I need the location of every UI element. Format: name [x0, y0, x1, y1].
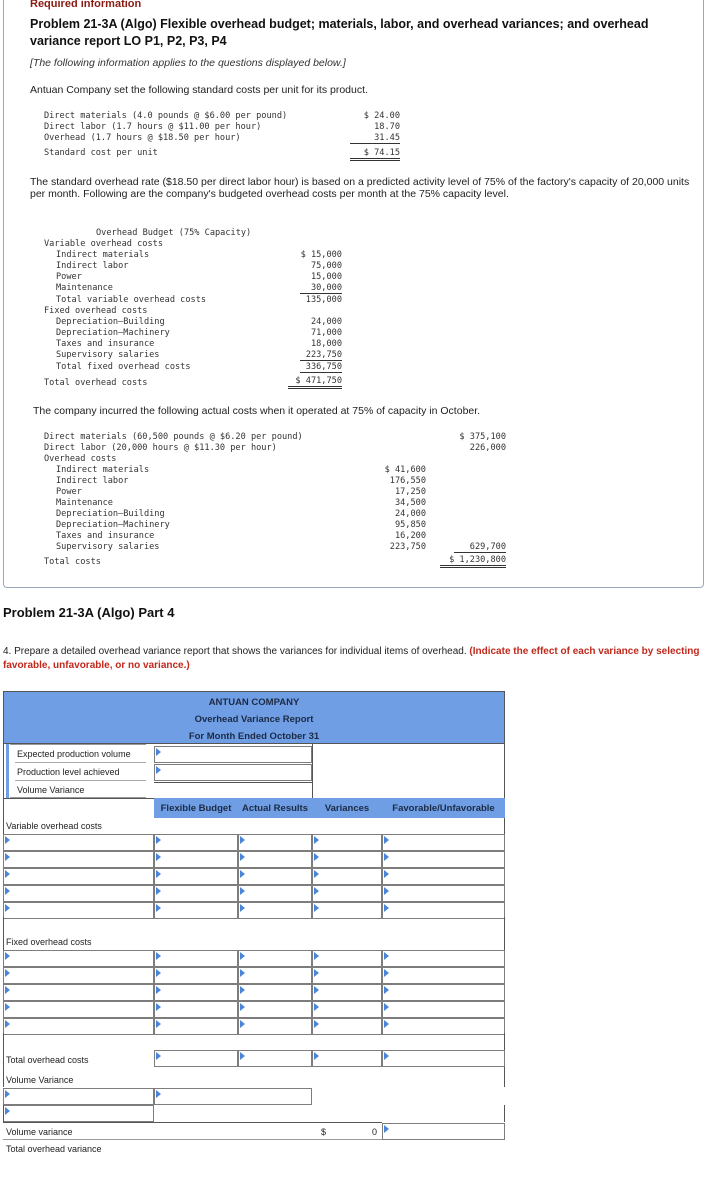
budget-total-variable-label: Total variable overhead costs: [56, 295, 207, 305]
total-overhead-col4-input[interactable]: [382, 1050, 505, 1067]
report-company: ANTUAN COMPANY: [208, 697, 300, 708]
total-overhead-col2-input[interactable]: [238, 1050, 312, 1067]
actual-depb-value: 24,000: [394, 509, 426, 519]
fixed-row-1-col4-input[interactable]: [382, 950, 505, 967]
budget-sup-value: 223,750: [300, 350, 342, 361]
fixed-row-4-col4-input[interactable]: [382, 1001, 505, 1018]
total-overhead-col3-input[interactable]: [312, 1050, 382, 1067]
fixed-row-2-col1-input[interactable]: [154, 967, 238, 984]
variable-row-3-col1-input[interactable]: [154, 868, 238, 885]
std-dm-value: $ 24.00: [363, 111, 400, 121]
actual-depb-label: Depreciation—Building: [56, 509, 165, 519]
variable-row-4-label-input[interactable]: [3, 885, 154, 902]
variable-row-1-col3-input[interactable]: [312, 834, 382, 851]
budget-taxes-value: 18,000: [310, 339, 342, 349]
variable-row-2-label-input[interactable]: [3, 851, 154, 868]
variable-row-3-col2-input[interactable]: [238, 868, 312, 885]
volume-variance-label: Volume Variance: [6, 1075, 74, 1085]
variable-row-2-col3-input[interactable]: [312, 851, 382, 868]
std-total-value: $ 74.15: [350, 148, 400, 161]
fixed-row-4-col2-input[interactable]: [238, 1001, 312, 1018]
variable-row-2-col4-input[interactable]: [382, 851, 505, 868]
actual-dm-value: $ 375,100: [459, 432, 506, 442]
fixed-row-2-col4-input[interactable]: [382, 967, 505, 984]
variable-row-3-label-input[interactable]: [3, 868, 154, 885]
std-total-label: Standard cost per unit: [44, 148, 158, 158]
variable-row-1-col2-input[interactable]: [238, 834, 312, 851]
std-dm-label: Direct materials (4.0 pounds @ $6.00 per pound): [44, 111, 288, 121]
variable-row-3-col3-input[interactable]: [312, 868, 382, 885]
volume-variance-top-cell: [154, 782, 312, 798]
actual-taxes-value: 16,200: [394, 531, 426, 541]
volume-variance-detail-1-value-input[interactable]: [154, 1088, 312, 1105]
actual-total-value: $ 1,230,800: [440, 555, 506, 568]
actual-depm-label: Depreciation—Machinery: [56, 520, 170, 530]
variable-row-2-col2-input[interactable]: [238, 851, 312, 868]
variable-row-2-col1-input[interactable]: [154, 851, 238, 868]
variable-row-1-col1-input[interactable]: [154, 834, 238, 851]
fixed-row-4-col3-input[interactable]: [312, 1001, 382, 1018]
required-information-label: Required information: [30, 0, 142, 10]
variable-row-1-label-input[interactable]: [3, 834, 154, 851]
actual-il-label: Indirect labor: [56, 476, 129, 486]
variable-row-4-col2-input[interactable]: [238, 885, 312, 902]
actual-im-label: Indirect materials: [56, 465, 150, 475]
budget-total-variable-value: 135,000: [305, 295, 342, 305]
budget-im-value: $ 15,000: [300, 250, 342, 260]
part4-title: Problem 21-3A (Algo) Part 4: [3, 605, 175, 620]
actual-sup-value: 223,750: [389, 542, 426, 552]
instruction-emphasis: (Indicate the effect of each variance by selecting favorable, unfavorable, or no variance.): [3, 646, 700, 671]
row-expected-production: Expected production volume: [17, 749, 131, 759]
volume-variance-label-2: Volume variance: [6, 1127, 73, 1137]
budget-power-label: Power: [56, 272, 82, 282]
budget-variable-header: Variable overhead costs: [44, 239, 163, 249]
budget-depb-label: Depreciation—Building: [56, 317, 165, 327]
budget-depb-value: 24,000: [310, 317, 342, 327]
fixed-row-4-label-input[interactable]: [3, 1001, 154, 1018]
std-oh-label: Overhead (1.7 hours @ $18.50 per hour): [44, 133, 241, 143]
fixed-row-3-col2-input[interactable]: [238, 984, 312, 1001]
fixed-row-2-col2-input[interactable]: [238, 967, 312, 984]
report-period: For Month Ended October 31: [188, 731, 320, 742]
budget-taxes-label: Taxes and insurance: [56, 339, 155, 349]
total-overhead-label: Total overhead costs: [6, 1055, 89, 1065]
actual-dl-value: 226,000: [469, 443, 506, 453]
info-note: [The following information applies to the questions displayed below.]: [30, 57, 346, 69]
top-divider-1: [15, 762, 146, 763]
production-achieved-input[interactable]: [154, 764, 312, 781]
fixed-row-2-col3-input[interactable]: [312, 967, 382, 984]
budget-il-value: 75,000: [310, 261, 342, 271]
top-label-accent: [6, 744, 9, 798]
rate-paragraph: The standard overhead rate ($18.50 per direct labor hour) is based on a predicted activity level of 75% of the factory's capacity of 20,000 units per month. Following are the company's budgeted overhead costs per month at the 75% capacity level.: [30, 176, 690, 200]
variable-row-1-col4-input[interactable]: [382, 834, 505, 851]
instruction-text: 4. Prepare a detailed overhead variance report that shows the variances for individual items of overhead.: [3, 646, 467, 657]
fixed-header-row: [3, 917, 505, 953]
budget-fixed-header: Fixed overhead costs: [44, 306, 148, 316]
actual-dl-label: Direct labor (20,000 hours @ $11.30 per hour): [44, 443, 277, 453]
actual-power-value: 17,250: [394, 487, 426, 497]
budget-total-overhead-value: $ 471,750: [288, 376, 342, 389]
variable-row-3-col4-input[interactable]: [382, 868, 505, 885]
fixed-row-3-col3-input[interactable]: [312, 984, 382, 1001]
zero-value: 0: [372, 1127, 378, 1137]
actual-intro: The company incurred the following actual costs when it operated at 75% of capacity in October.: [33, 405, 481, 417]
budget-depm-value: 71,000: [310, 328, 342, 338]
variable-overhead-label: Variable overhead costs: [6, 821, 102, 831]
budget-total-overhead-label: Total overhead costs: [44, 378, 148, 388]
actual-depm-value: 95,850: [394, 520, 426, 530]
intro-text: Antuan Company set the following standard costs per unit for its product.: [30, 84, 368, 96]
budget-il-label: Indirect labor: [56, 261, 129, 271]
budget-maint-value: 30,000: [300, 283, 342, 294]
fixed-row-1-label-input[interactable]: [3, 950, 154, 967]
actual-total-label: Total costs: [44, 557, 101, 567]
actual-taxes-label: Taxes and insurance: [56, 531, 155, 541]
variable-row-4-col3-input[interactable]: [312, 885, 382, 902]
variable-row-4-col1-input[interactable]: [154, 885, 238, 902]
actual-overhead-total: 629,700: [454, 542, 506, 553]
fixed-row-2-label-input[interactable]: [3, 967, 154, 984]
budget-sup-label: Supervisory salaries: [56, 350, 160, 360]
fixed-row-1-col3-input[interactable]: [312, 950, 382, 967]
std-dl-label: Direct labor (1.7 hours @ $11.00 per hour): [44, 122, 262, 132]
actual-overhead-header: Overhead costs: [44, 454, 117, 464]
fixed-row-3-col1-input[interactable]: [154, 984, 238, 1001]
bottom-summary-divider: [3, 1139, 382, 1140]
col-favorable-unfavorable: Favorable/Unfavorable: [392, 803, 495, 814]
fixed-row-1-col2-input[interactable]: [238, 950, 312, 967]
variable-row-4-col4-input[interactable]: [382, 885, 505, 902]
budget-im-label: Indirect materials: [56, 250, 150, 260]
actual-maint-label: Maintenance: [56, 498, 113, 508]
actual-dm-label: Direct materials (60,500 pounds @ $6.20 per pound): [44, 432, 303, 442]
col-variances: Variances: [324, 803, 370, 814]
std-dl-value: 18.70: [374, 122, 400, 132]
budget-title: Overhead Budget (75% Capacity): [96, 228, 252, 238]
volume-variance-detail-1-label-input[interactable]: [3, 1088, 154, 1105]
volume-variance-detail-frame: [3, 1105, 505, 1122]
budget-total-fixed-label: Total fixed overhead costs: [56, 362, 191, 372]
dollar-sign: $: [321, 1127, 327, 1137]
actual-im-value: $ 41,600: [384, 465, 426, 475]
actual-power-label: Power: [56, 487, 82, 497]
top-right-block: [312, 744, 505, 798]
actual-maint-value: 34,500: [394, 498, 426, 508]
col-flexible-budget: Flexible Budget: [160, 803, 232, 814]
fixed-row-3-label-input[interactable]: [3, 984, 154, 1001]
expected-production-input[interactable]: [154, 746, 312, 763]
part4-instruction: [3, 645, 709, 673]
budget-depm-label: Depreciation—Machinery: [56, 328, 170, 338]
col-actual-results: Actual Results: [242, 803, 308, 814]
budget-maint-label: Maintenance: [56, 283, 113, 293]
fixed-row-1-col1-input[interactable]: [154, 950, 238, 967]
total-overhead-col1-input[interactable]: [154, 1050, 238, 1067]
actual-il-value: 176,550: [389, 476, 426, 486]
total-overhead-variance-label: Total overhead variance: [6, 1144, 102, 1154]
fixed-row-4-col1-input[interactable]: [154, 1001, 238, 1018]
row-volume-variance-top: Volume Variance: [17, 785, 85, 795]
budget-power-value: 15,000: [310, 272, 342, 282]
fixed-overhead-label: Fixed overhead costs: [6, 937, 92, 947]
fixed-row-3-col4-input[interactable]: [382, 984, 505, 1001]
report-title: Overhead Variance Report: [194, 714, 314, 725]
budget-total-fixed-value: 336,750: [300, 362, 342, 373]
row-production-achieved: Production level achieved: [17, 767, 120, 777]
volume-variance-effect-input[interactable]: [382, 1123, 505, 1140]
top-divider-2: [15, 780, 146, 781]
std-oh-value: 31.45: [350, 133, 400, 144]
actual-sup-label: Supervisory salaries: [56, 542, 160, 552]
problem-title: Problem 21-3A (Algo) Flexible overhead budget; materials, labor, and overhead variances; and overhead variance report LO P1, P2, P3, P4: [30, 17, 649, 48]
